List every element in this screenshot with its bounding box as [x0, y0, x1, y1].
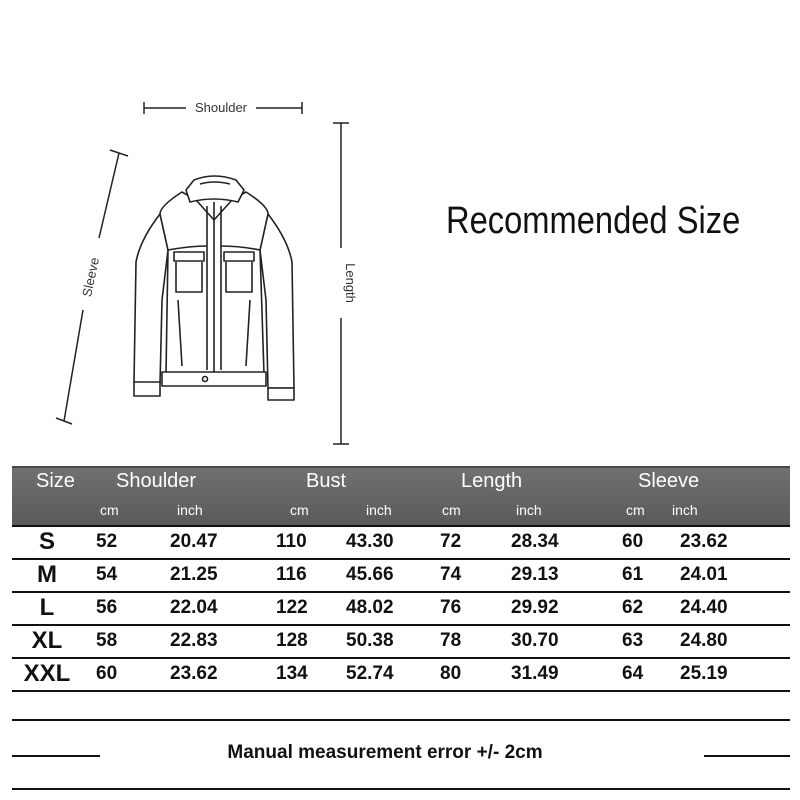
value-cell: 24.40 [680, 597, 728, 618]
value-cell: 50.38 [346, 630, 394, 651]
value-cell: 25.19 [680, 663, 728, 684]
value-cell: 30.70 [511, 630, 559, 651]
row-divider [12, 690, 790, 692]
row-divider [12, 525, 790, 527]
unit-bust-inch: inch [366, 502, 392, 518]
value-cell: 52 [96, 531, 118, 552]
unit-length-inch: inch [516, 502, 542, 518]
value-cell: 128 [276, 630, 308, 651]
unit-sleeve-inch: inch [672, 502, 698, 518]
row-divider [12, 624, 790, 626]
value-cell: 134 [276, 663, 308, 684]
size-cell: L [39, 594, 55, 621]
length-label: Length [343, 263, 358, 303]
footer-divider-top [12, 719, 790, 721]
value-cell: 22.04 [170, 597, 218, 618]
value-cell: 78 [440, 630, 462, 651]
value-cell: 43.30 [346, 531, 394, 552]
value-cell: 20.47 [170, 531, 218, 552]
size-cell: S [38, 528, 55, 555]
sleeve-label: Sleeve [79, 256, 103, 299]
jacket-outline-icon [134, 176, 294, 400]
value-cell: 24.01 [680, 564, 728, 585]
unit-bust-cm: cm [290, 502, 309, 518]
row-divider [12, 657, 790, 659]
value-cell: 64 [622, 663, 644, 684]
size-cell: XL [31, 627, 63, 654]
value-cell: 28.34 [511, 531, 559, 552]
value-cell: 60 [622, 531, 644, 552]
value-cell: 29.92 [511, 597, 559, 618]
value-cell: 80 [440, 663, 462, 684]
value-cell: 21.25 [170, 564, 218, 585]
value-cell: 52.74 [346, 663, 394, 684]
value-cell: 23.62 [680, 531, 728, 552]
page-title: Recommended Size [446, 200, 741, 242]
value-cell: 22.83 [170, 630, 218, 651]
value-cell: 61 [622, 564, 644, 585]
footer-divider-bottom [12, 788, 790, 790]
size-cell: XXL [23, 660, 71, 687]
note-dash-right [704, 755, 790, 757]
value-cell: 72 [440, 531, 462, 552]
value-cell: 110 [276, 531, 307, 552]
size-cell: M [37, 561, 57, 588]
header-shoulder: Shoulder [116, 470, 197, 492]
value-cell: 122 [276, 597, 308, 618]
value-cell: 116 [276, 564, 307, 585]
row-divider [12, 558, 790, 560]
measurement-note: Manual measurement error +/- 2cm [227, 742, 543, 763]
value-cell: 74 [440, 564, 462, 585]
unit-shoulder-cm: cm [100, 502, 119, 518]
value-cell: 56 [96, 597, 118, 618]
value-cell: 62 [622, 597, 644, 618]
value-cell: 45.66 [346, 564, 394, 585]
value-cell: 31.49 [511, 663, 559, 684]
value-cell: 76 [440, 597, 462, 618]
value-cell: 54 [96, 564, 118, 585]
header-size: Size [36, 470, 75, 492]
shoulder-label: Shoulder [194, 100, 248, 115]
header-bust: Bust [306, 470, 347, 492]
unit-shoulder-inch: inch [177, 502, 203, 518]
unit-sleeve-cm: cm [626, 502, 645, 518]
value-cell: 60 [96, 663, 118, 684]
value-cell: 29.13 [511, 564, 559, 585]
value-cell: 58 [96, 630, 118, 651]
row-divider [12, 591, 790, 593]
header-length: Length [461, 470, 523, 492]
value-cell: 24.80 [680, 630, 728, 651]
value-cell: 23.62 [170, 663, 218, 684]
value-cell: 63 [622, 630, 644, 651]
value-cell: 48.02 [346, 597, 394, 618]
unit-length-cm: cm [442, 502, 461, 518]
header-sleeve: Sleeve [638, 470, 700, 492]
